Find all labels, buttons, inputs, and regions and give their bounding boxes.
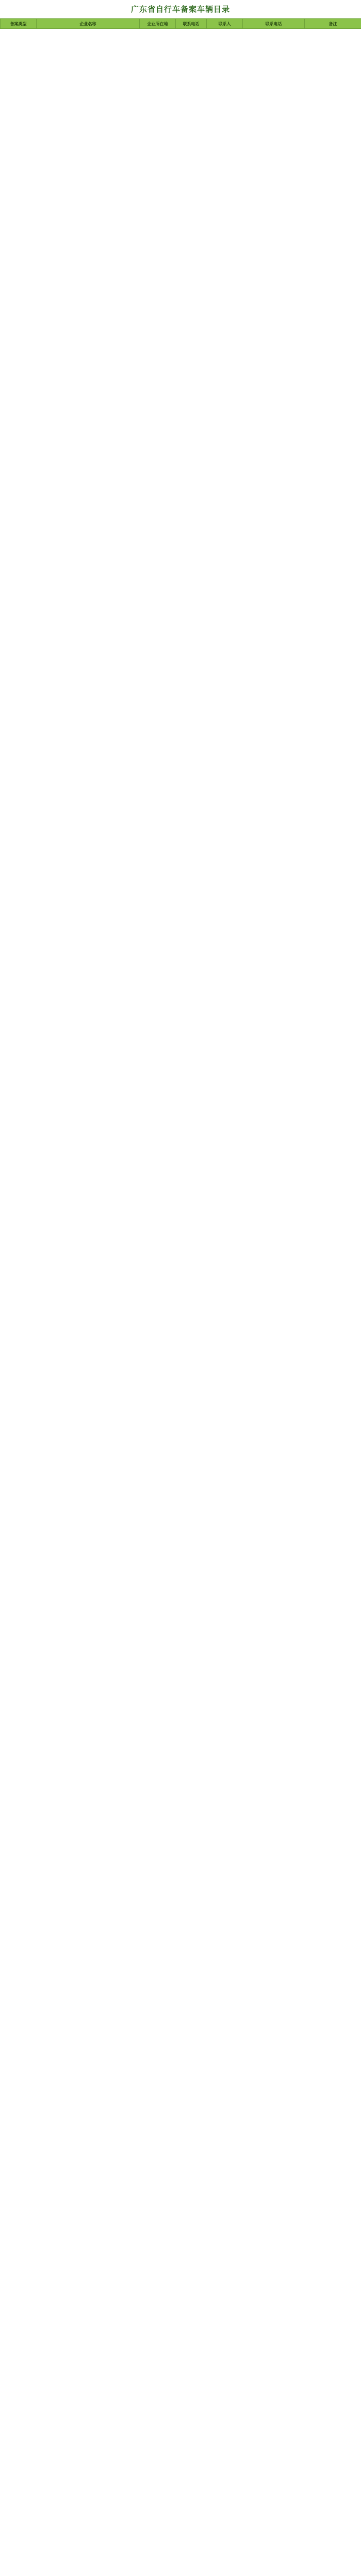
column-header: 企业名称 — [37, 19, 140, 29]
page-title: 广东省自行车备案车辆目录 — [130, 5, 230, 14]
table-header-row — [1, 19, 361, 29]
column-header: 备案类型 — [1, 19, 37, 29]
registry-table-container[interactable] — [0, 19, 361, 29]
column-header: 联系人 — [207, 19, 243, 29]
column-header: 联系电话 — [176, 19, 207, 29]
column-header: 备注 — [305, 19, 361, 29]
column-header: 联系电话 — [243, 19, 305, 29]
title-bar — [0, 0, 361, 19]
registry-table — [0, 19, 361, 29]
column-header: 企业所在地 — [140, 19, 176, 29]
